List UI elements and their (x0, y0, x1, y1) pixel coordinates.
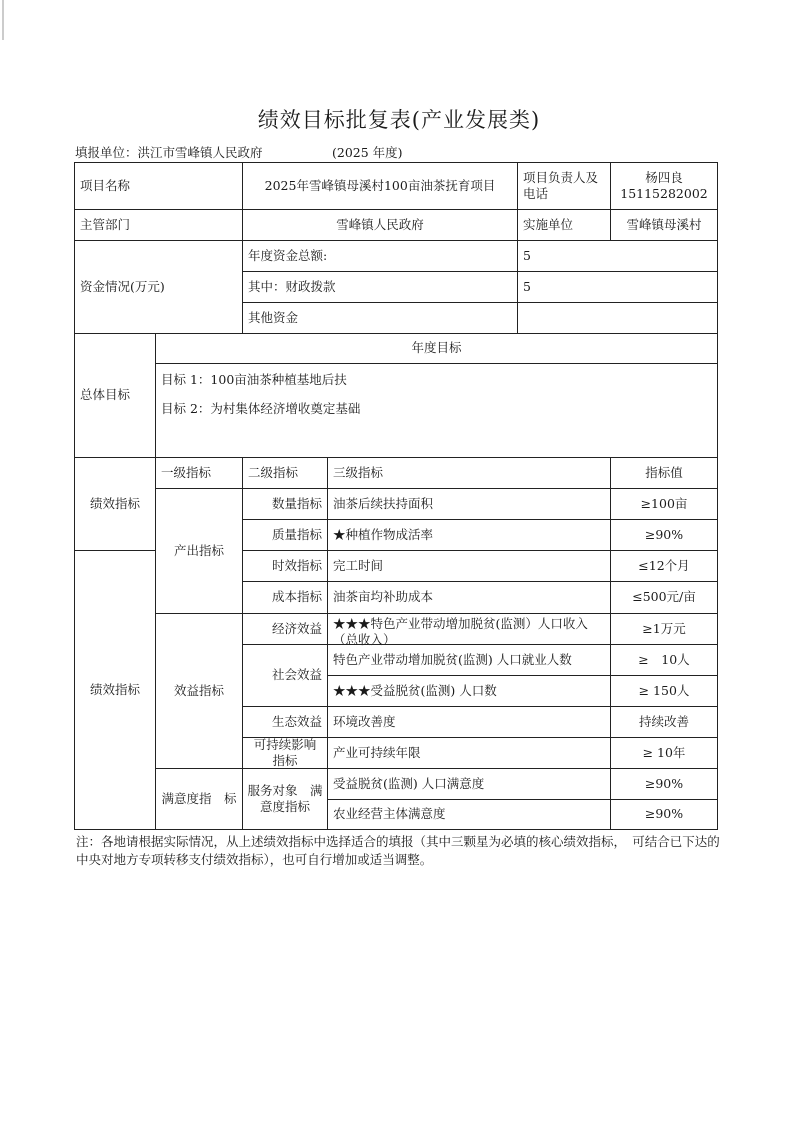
social-l2: 社会效益 (242, 644, 328, 707)
header-value: 指标值 (610, 457, 718, 489)
output-l3: 油茶后续扶持面积 (327, 488, 611, 520)
satisfaction-l2: 服务对象 满意度指标 (242, 768, 328, 830)
eco-l3: 环境改善度 (327, 706, 611, 738)
owner-phone: 15115282002 (620, 186, 708, 201)
dept-value: 雪峰镇人民政府 (242, 209, 518, 241)
goal-item: 目标 2：为村集体经济增收奠定基础 (161, 401, 361, 417)
satisfaction-indicator-label: 满意度指 标 (155, 768, 243, 830)
output-l2: 数量指标 (242, 488, 328, 520)
header-level2: 二级指标 (242, 457, 328, 489)
goals-label: 总体目标 (74, 333, 156, 458)
impl-label: 实施单位 (517, 209, 611, 241)
satisfaction-value: ≥90% (610, 799, 718, 830)
project-owner-value (610, 162, 718, 210)
indicator-section-label: 绩效指标 (74, 457, 156, 551)
project-name-value: 2025年雪峰镇母溪村100亩油茶抚育项目 (242, 162, 518, 210)
output-value: ≤500元/亩 (610, 581, 718, 614)
satisfaction-l3: 农业经营主体满意度 (327, 799, 611, 830)
eco-l2: 生态效益 (242, 706, 328, 738)
output-l2: 时效指标 (242, 550, 328, 582)
econ-l3: ★★★特色产业带动增加脱贫(监测）人口收入（总收入） (327, 613, 611, 645)
scan-edge (2, 0, 4, 40)
funds-row-label: 其他资金 (242, 302, 518, 334)
header-level3: 三级指标 (327, 457, 611, 489)
funds-label: 资金情况(万元) (74, 240, 243, 334)
performance-table (74, 162, 718, 830)
project-owner-label: 项目负责人及电话 (517, 162, 611, 210)
reporting-unit: 填报单位：洪江市雪峰镇人民政府 (75, 145, 263, 160)
eco-value: 持续改善 (610, 706, 718, 738)
output-l2: 成本指标 (242, 581, 328, 614)
goal-item: 目标 1：100亩油茶种植基地后扶 (161, 372, 347, 387)
benefit-indicator-label: 效益指标 (155, 613, 243, 769)
funds-row-value (517, 302, 718, 334)
page-title: 绩效目标批复表(产业发展类) (257, 108, 541, 132)
funds-row-label: 其中：财政拨款 (242, 271, 518, 303)
funds-row-value: 5 (517, 240, 718, 272)
funds-row-label: 年度资金总额: (242, 240, 518, 272)
econ-l2: 经济效益 (242, 613, 328, 645)
owner-name: 杨四良 (645, 169, 683, 185)
project-name-label: 项目名称 (74, 162, 243, 210)
output-l3: ★种植作物成活率 (327, 519, 611, 551)
satisfaction-l3: 受益脱贫(监测) 人口满意度 (327, 768, 611, 800)
output-l2: 质量指标 (242, 519, 328, 551)
header-level1: 一级指标 (155, 457, 243, 489)
dept-label: 主管部门 (74, 209, 243, 241)
goals-list (155, 363, 718, 458)
output-l3: 油茶亩均补助成本 (327, 581, 611, 614)
output-indicator-label: 产出指标 (155, 488, 243, 614)
social-l3: ★★★受益脱贫(监测) 人口数 (327, 675, 611, 707)
sustain-l3: 产业可持续年限 (327, 737, 611, 769)
impl-value: 雪峰镇母溪村 (610, 209, 718, 241)
sustain-value: ≥ 10年 (610, 737, 718, 769)
output-value: ≥100亩 (610, 488, 718, 520)
satisfaction-value: ≥90% (610, 768, 718, 800)
econ-value: ≥1万元 (610, 613, 718, 645)
output-l3: 完工时间 (327, 550, 611, 582)
output-value: ≥90% (610, 519, 718, 551)
social-l3: 特色产业带动增加脱贫(监测) 人口就业人数 (327, 644, 611, 676)
output-value: ≤12个月 (610, 550, 718, 582)
sustain-l2: 可持续影响指标 (242, 737, 328, 769)
social-value: ≥ 150人 (610, 675, 718, 707)
footnote: 注：各地请根据实际情况，从上述绩效指标中选择适合的填报（其中三颗星为必填的核心绩效指标， 可结合已下达的中央对地方专项转移支付绩效指标），也可自行增加或适当调整。 (76, 834, 720, 867)
indicator-section-label-2: 绩效指标 (74, 550, 156, 830)
funds-row-value: 5 (517, 271, 718, 303)
goals-header: 年度目标 (155, 333, 718, 364)
report-year: (2025 年度) (332, 145, 403, 160)
social-value: ≥ 10人 (610, 644, 718, 676)
